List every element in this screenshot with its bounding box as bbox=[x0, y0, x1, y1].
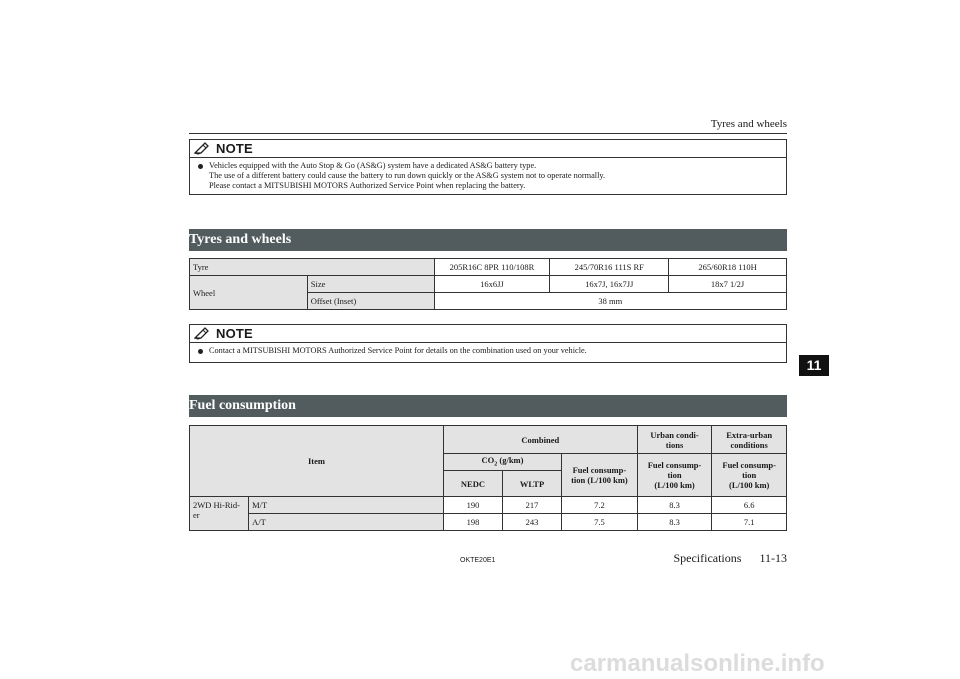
wltp-cell: 217 bbox=[503, 497, 562, 514]
fuel-combined-header: Fuel consump- tion (L/100 km) bbox=[562, 454, 638, 497]
note-box-battery bbox=[189, 139, 787, 195]
urban-cell: 8.3 bbox=[637, 497, 712, 514]
urban-cell: 8.3 bbox=[637, 514, 712, 531]
note-title: NOTE bbox=[216, 326, 253, 341]
note-pencil-icon bbox=[194, 142, 210, 155]
chapter-tab: 11 bbox=[799, 355, 829, 376]
section-title-tyres bbox=[189, 229, 787, 251]
footer-page bbox=[640, 551, 787, 566]
note-line: The use of a different battery could cause the battery to run down quickly or the AS&G system not to operate normally. bbox=[209, 171, 606, 180]
bullet-icon bbox=[196, 162, 205, 171]
note-title-bar bbox=[190, 140, 786, 158]
note-line: Vehicles equipped with the Auto Stop & Go (AS&G) system have a dedicated AS&G battery type. bbox=[209, 161, 537, 170]
size-cell: 16x6JJ bbox=[434, 276, 550, 293]
transmission-cell: A/T bbox=[249, 514, 444, 531]
table-row bbox=[190, 276, 787, 293]
watermark: carmanualsonline.info bbox=[570, 650, 825, 677]
wheel-label: Wheel bbox=[190, 276, 308, 310]
extra-urban-header: Extra-urban conditions bbox=[712, 426, 787, 454]
extra-urban-cell: 7.1 bbox=[712, 514, 787, 531]
bullet-icon bbox=[196, 347, 205, 356]
co2-subscript: 2 bbox=[494, 461, 498, 468]
note-box-combination bbox=[189, 324, 787, 363]
note-line: Contact a MITSUBISHI MOTORS Authorized Service Point for details on the combination used on your vehicle. bbox=[209, 346, 587, 355]
note-title-bar bbox=[190, 325, 786, 343]
tyre-label: Tyre bbox=[190, 259, 435, 276]
nedc-cell: 198 bbox=[443, 514, 502, 531]
note-pencil-icon bbox=[194, 327, 210, 340]
model-cell: 2WD Hi-Rid- er bbox=[190, 497, 249, 531]
transmission-cell: M/T bbox=[249, 497, 444, 514]
size-label: Size bbox=[307, 276, 434, 293]
wltp-header: WLTP bbox=[503, 471, 562, 497]
fuel-consumption-table bbox=[189, 425, 787, 531]
section-title-text: Tyres and wheels bbox=[189, 232, 292, 247]
tyre-cell: 265/60R18 110H bbox=[669, 259, 787, 276]
section-title-text: Fuel consumption bbox=[189, 398, 296, 413]
footer-code: OKTE20E1 bbox=[460, 557, 496, 564]
table-row bbox=[190, 514, 787, 531]
size-cell: 18x7 1/2J bbox=[669, 276, 787, 293]
fuel-urban-header: Fuel consump- tion (L/100 km) bbox=[637, 454, 712, 497]
section-title-fuel bbox=[189, 395, 787, 417]
combined-header: Combined bbox=[443, 426, 637, 454]
offset-value: 38 mm bbox=[434, 293, 786, 310]
header-rule bbox=[189, 133, 787, 134]
tyre-cell: 245/70R16 111S RF bbox=[550, 259, 669, 276]
tyre-cell: 205R16C 8PR 110/108R bbox=[434, 259, 550, 276]
urban-header: Urban condi- tions bbox=[637, 426, 712, 454]
extra-urban-cell: 6.6 bbox=[712, 497, 787, 514]
combined-cell: 7.2 bbox=[562, 497, 638, 514]
tyre-wheel-table bbox=[189, 258, 787, 310]
note-line: Please contact a MITSUBISHI MOTORS Authorized Service Point when replacing the battery. bbox=[209, 181, 526, 190]
footer-section: Specifications bbox=[673, 551, 742, 565]
co2-unit: (g/km) bbox=[497, 454, 524, 465]
nedc-header: NEDC bbox=[443, 471, 502, 497]
item-header: Item bbox=[190, 426, 444, 497]
co2-text: CO bbox=[481, 454, 495, 465]
co2-header bbox=[443, 454, 561, 471]
table-row bbox=[190, 259, 787, 276]
table-row bbox=[190, 426, 787, 454]
table-row bbox=[190, 497, 787, 514]
size-cell: 16x7J, 16x7JJ bbox=[550, 276, 669, 293]
note-title: NOTE bbox=[216, 141, 253, 156]
wltp-cell: 243 bbox=[503, 514, 562, 531]
running-head: Tyres and wheels bbox=[710, 118, 787, 130]
offset-label: Offset (Inset) bbox=[307, 293, 434, 310]
fuel-extra-header: Fuel consump- tion (L/100 km) bbox=[712, 454, 787, 497]
combined-cell: 7.5 bbox=[562, 514, 638, 531]
nedc-cell: 190 bbox=[443, 497, 502, 514]
footer-page-number: 11-13 bbox=[759, 551, 787, 565]
